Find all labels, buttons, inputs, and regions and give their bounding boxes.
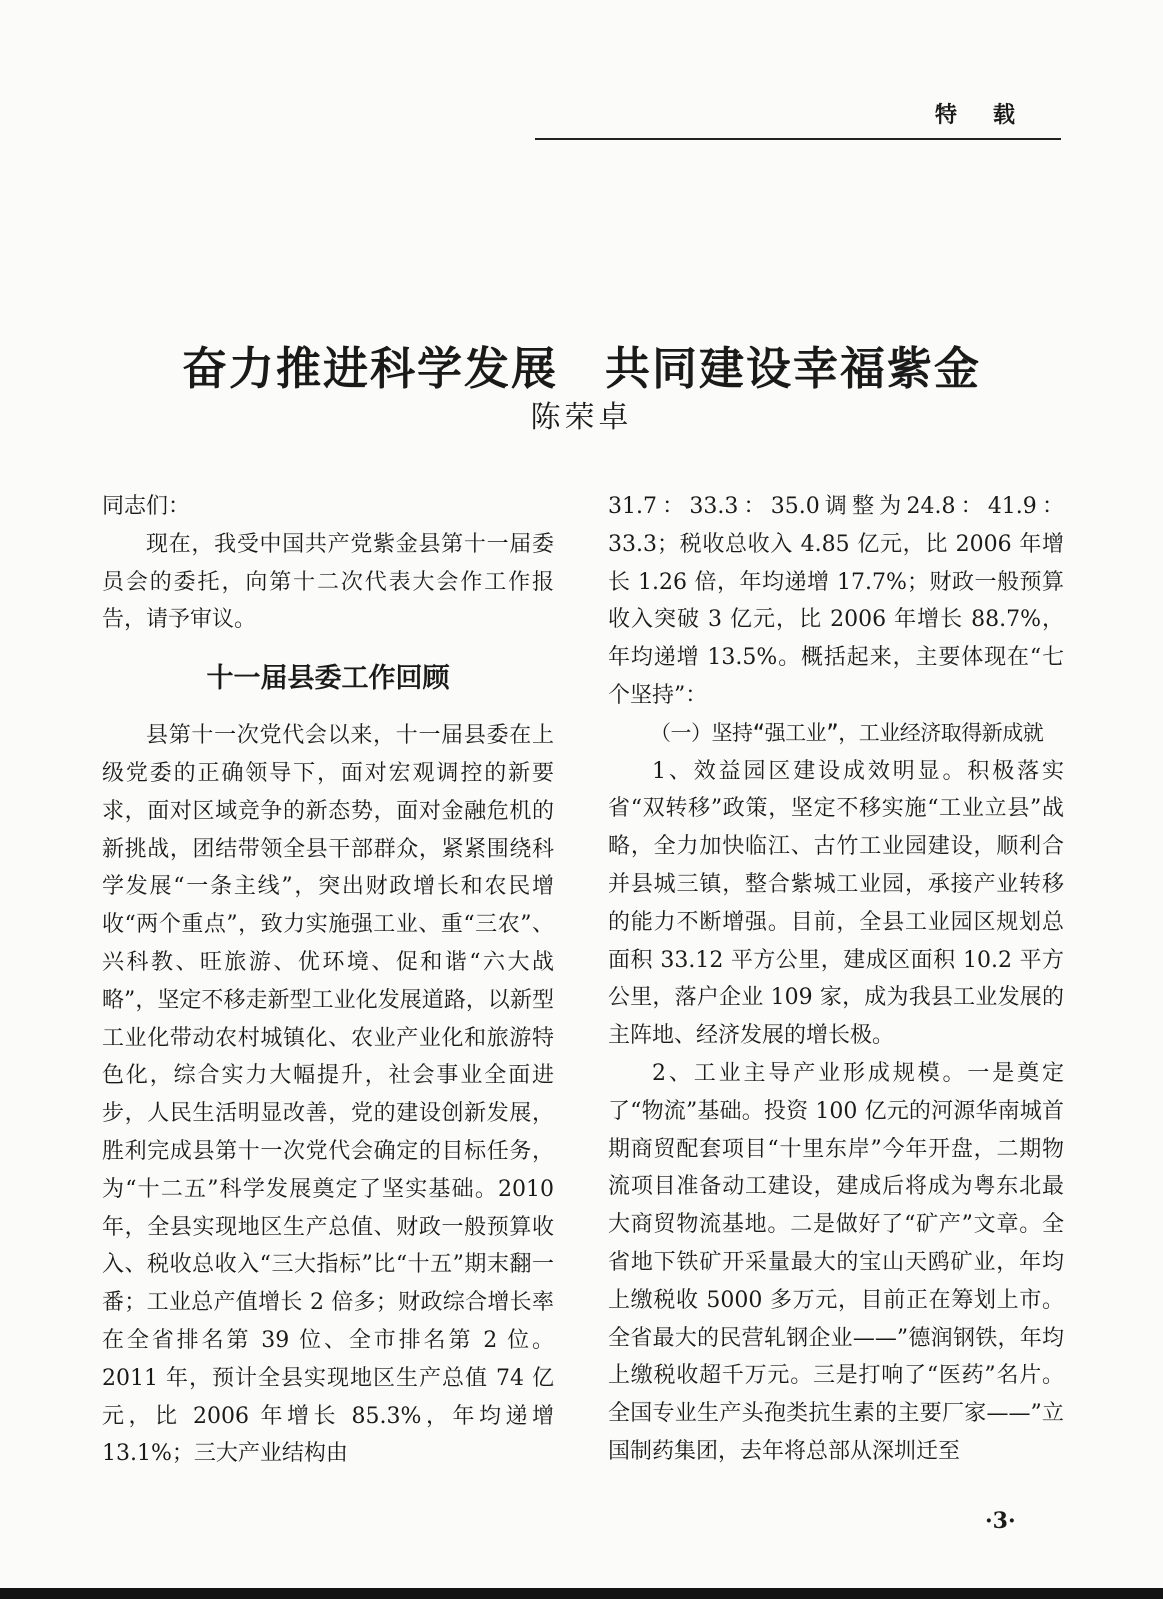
subsection-heading: （一）坚持“强工业”，工业经济取得新成就 <box>650 720 1044 745</box>
park-paragraph: 1、效益园区建设成效明显。积极落实省“双转移”政策，坚定不移实施“工业立县”战略，全力加快临江、古竹工业园建设，顺利合并县城三镇，整合紫城工业园，承接产业转移的能力不断增强。目前，全县工业园区规划总面积 33.12 平方公里，建成区面积 10.2 平方公里，落户企业 109 家，成为我县工业发展的主阵地、经济发展的增长极。 <box>608 758 1064 1049</box>
article-title: 奋力推进科学发展 共同建设幸福紫金 <box>181 342 981 396</box>
section-label: 特载 <box>934 103 1051 128</box>
section-heading: 十一届县委工作回顾 <box>206 663 450 695</box>
header-rule <box>535 138 1061 140</box>
scan-edge <box>0 1588 1163 1599</box>
left-column <box>102 488 554 1473</box>
page-number: ·3· <box>985 1508 1016 1534</box>
article-author: 陈荣卓 <box>530 400 633 435</box>
salutation: 同志们： <box>102 494 191 519</box>
continuation-paragraph: 31.7：33.3：35.0调整为24.8：41.9：33.3；税收总收入 4.85 亿元，比 2006 年增长 1.26 倍，年均递增 17.7%；财政一般预算收入突破 3 亿元，比 2006 年增长 88.7%，年均递增 13.5%。概括起来，主要体现在“七个坚持”： <box>608 494 1064 708</box>
review-paragraph: 县第十一次党代会以来，十一届县委在上级党委的正确领导下，面对宏观调控的新要求，面对区域竞争的新态势，面对金融危机的新挑战，团结带领全县干部群众，紧紧围绕科学发展“一条主线”，突出财政增长和农民增收“两个重点”，致力实施强工业、重“三农”、兴科教、旺旅游、优环境、促和谐“六大战略”，坚定不移走新型工业化发展道路，以新型工业化带动农村城镇化、农业产业化和旅游特色化，综合实力大幅提升，社会事业全面进步，人民生活明显改善，党的建设创新发展，胜利完成县第十一次党代会确定的目标任务，为“十二五”科学发展奠定了坚实基础。2010 年，全县实现地区生产总值、财政一般预算收入、税收总收入“三大指标”比“十五”期末翻一番；工业总产值增长 2 倍多；财政综合增长率在全省排名第 39 位、全市排名第 2 位。2011 年，预计全县实现地区生产总值 74 亿元，比 2006 年增长 85.3%，年均递增 13.1%；三大产业结构由 <box>102 723 554 1467</box>
intro-paragraph: 现在，我受中国共产党紫金县第十一届委员会的委托，向第十二次代表大会作工作报告，请予审议。 <box>102 531 554 633</box>
industry-paragraph: 2、工业主导产业形成规模。一是奠定了“物流”基础。投资 100 亿元的河源华南城首期商贸配套项目“十里东岸”今年开盘，二期物流项目准备动工建设，建成后将成为粤东北最大商贸物流基地。二是做好了“矿产”文章。全省地下铁矿开采量最大的宝山天鸥矿业，年均上缴税收 5000 多万元，目前正在筹划上市。全省最大的民营轧钢企业——”德润钢铁，年均上缴税收超千万元。三是打响了“医药”名片。全国专业生产头孢类抗生素的主要厂家——”立国制药集团，去年将总部从深圳迁至 <box>608 1060 1064 1464</box>
right-column <box>608 488 1064 1471</box>
